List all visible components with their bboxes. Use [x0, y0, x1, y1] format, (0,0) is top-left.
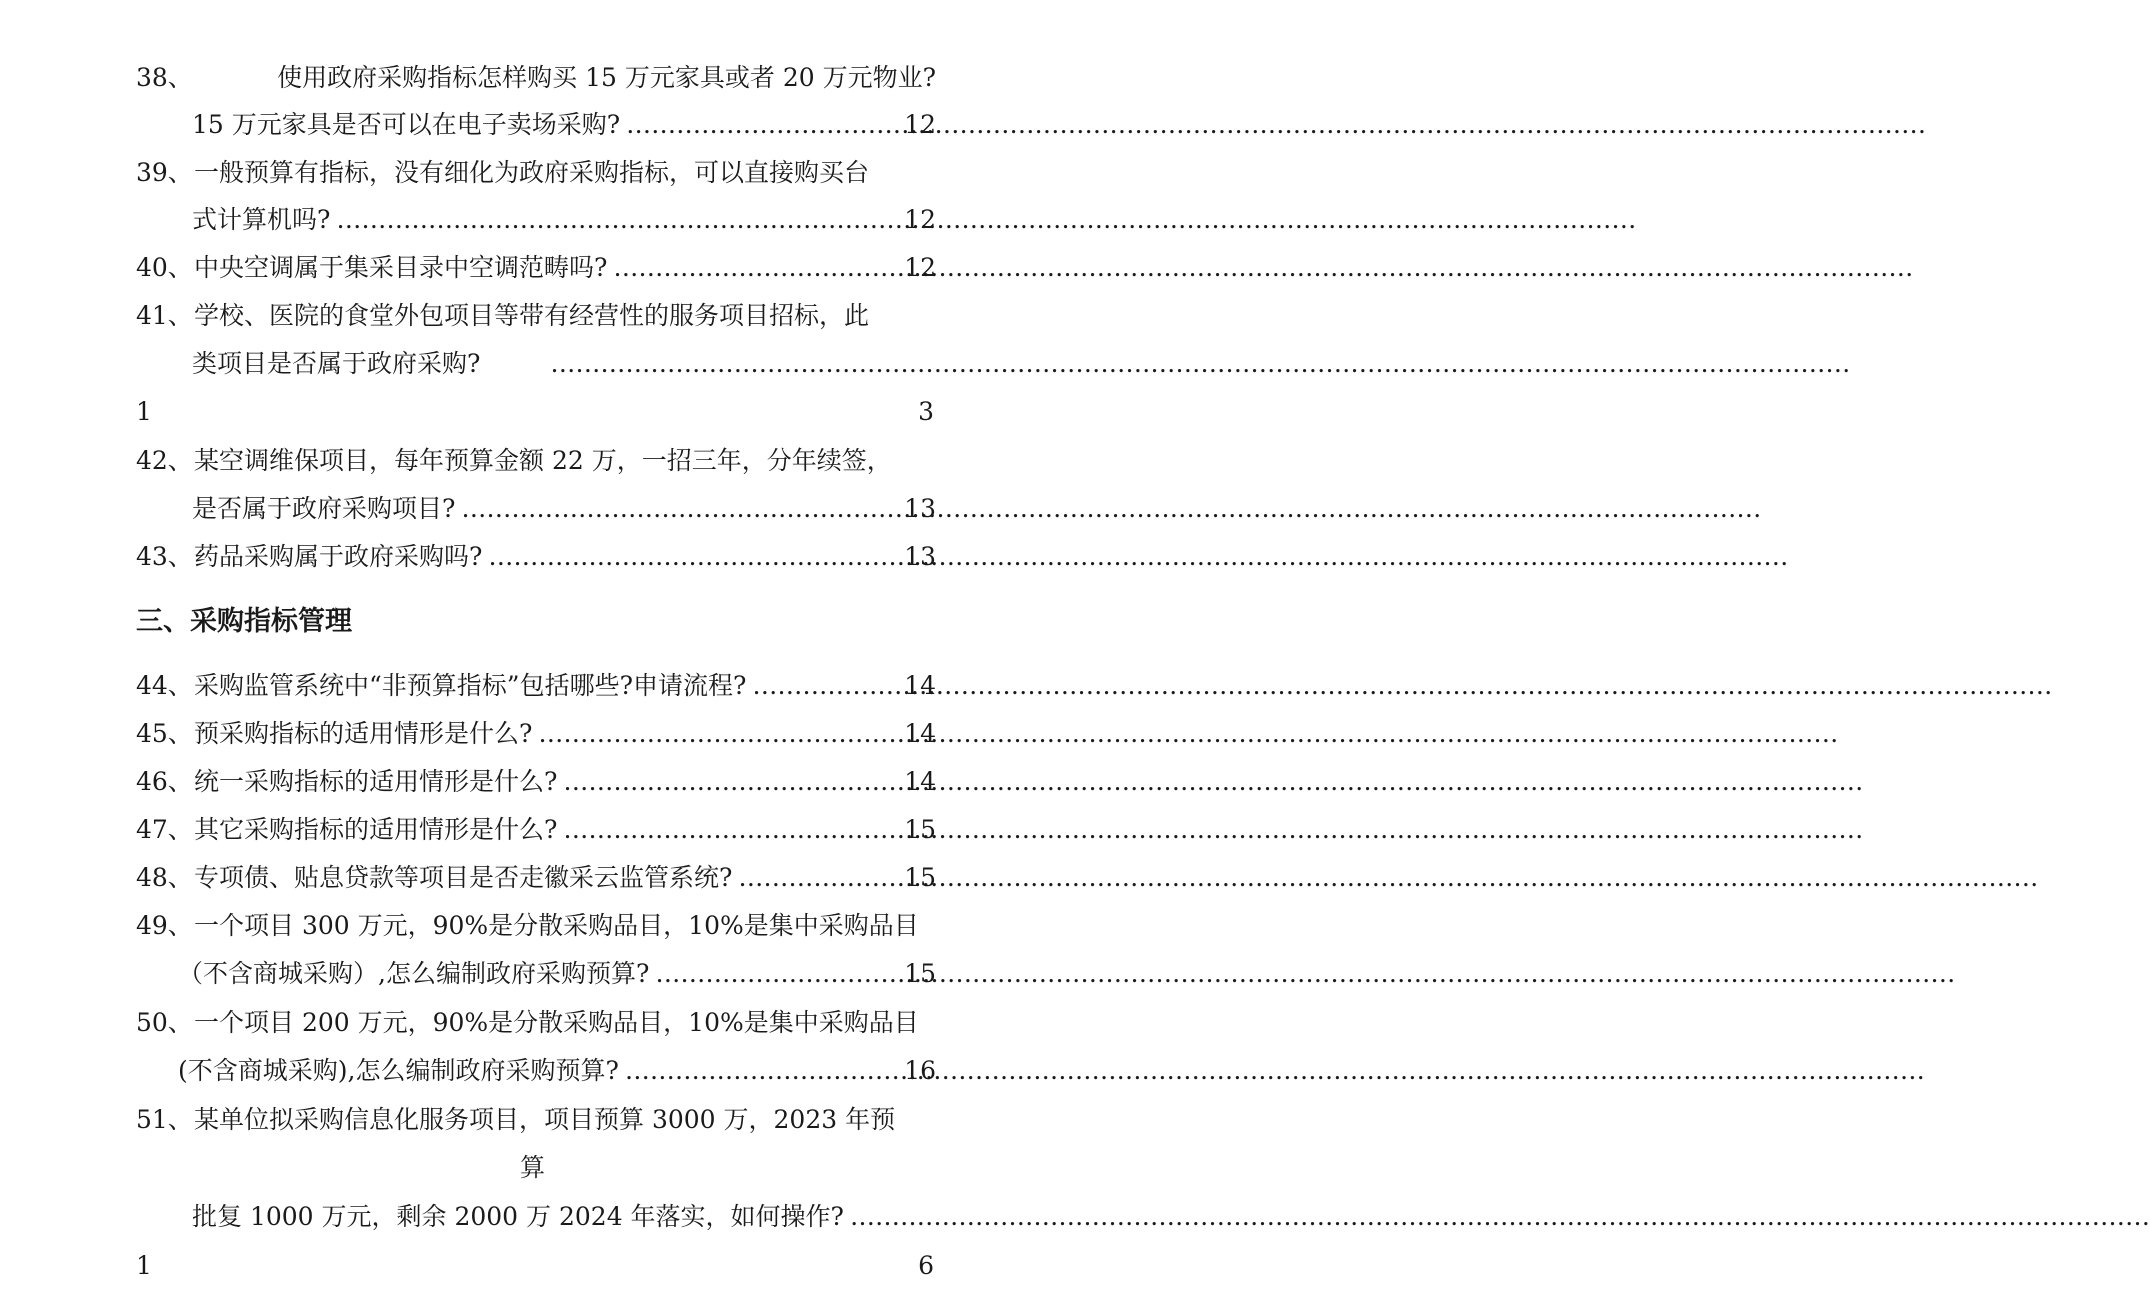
- entry-title-cont: （不含商城采购）,怎么编制政府采购预算?: [178, 959, 650, 988]
- entry-title: 专项债、贴息贷款等项目是否走徽采云监管系统?: [194, 863, 733, 892]
- page-number: 16: [904, 1056, 936, 1085]
- leader-dots: [461, 491, 902, 527]
- entry-number: 41、: [136, 301, 193, 330]
- entry-number: 50、: [136, 1008, 193, 1037]
- leader-dots: [550, 346, 936, 382]
- entry-title-cont: 式计算机吗?: [192, 205, 331, 234]
- toc-entry-51-line1: [136, 1102, 936, 1138]
- leader-dots: [613, 250, 902, 286]
- entry-number: 39、: [136, 158, 193, 187]
- page-number-part-left: 1: [136, 397, 152, 426]
- entry-title: 一般预算有指标，没有细化为政府采购指标，可以直接购买台: [194, 158, 870, 187]
- page-number: 15: [904, 863, 936, 892]
- leader-dots: [563, 812, 902, 848]
- toc-entry-51-line2[interactable]: [192, 1199, 936, 1235]
- toc-entry-45[interactable]: [136, 716, 936, 752]
- toc-entry-38-line2[interactable]: [192, 107, 936, 143]
- toc-entry-47[interactable]: [136, 812, 936, 848]
- entry-title: 中央空调属于集采目录中空调范畴吗?: [194, 253, 608, 282]
- toc-entry-42-line2[interactable]: [192, 491, 936, 527]
- page-number: 15: [904, 815, 936, 844]
- page-number: 14: [904, 767, 936, 796]
- leader-dots: [626, 107, 902, 143]
- toc-entry-43[interactable]: [136, 539, 936, 575]
- toc-entry-50-line2[interactable]: [178, 1053, 936, 1089]
- page-number: 12: [904, 253, 936, 282]
- leader-dots: [655, 956, 902, 992]
- page-number-part-right: 6: [918, 1251, 934, 1280]
- leader-dots: [625, 1053, 902, 1089]
- leader-dots: [563, 764, 902, 800]
- entry-number: 51、: [136, 1105, 193, 1134]
- leader-dots: [538, 716, 902, 752]
- leader-dots: [752, 668, 902, 704]
- entry-number: 48、: [136, 863, 193, 892]
- page-number: 14: [904, 671, 936, 700]
- entry-number: 43、: [136, 542, 193, 571]
- entry-number: 40、: [136, 253, 193, 282]
- entry-number: 47、: [136, 815, 193, 844]
- leader-dots: [488, 539, 902, 575]
- entry-title: 使用政府采购指标怎样购买 15 万元家具或者 20 万元物业?: [277, 63, 936, 92]
- page-number: 12: [904, 205, 936, 234]
- toc-entry-39-line2[interactable]: [192, 202, 936, 238]
- page-number: 13: [904, 542, 936, 571]
- entry-number: 46、: [136, 767, 193, 796]
- toc-entry-41-line1: [136, 298, 936, 334]
- entry-number: 49、: [136, 911, 193, 940]
- entry-title: 某单位拟采购信息化服务项目，项目预算 3000 万，2023 年预: [194, 1105, 896, 1134]
- entry-title-cont: (不含商城采购),怎么编制政府采购预算?: [178, 1056, 619, 1085]
- entry-title: 药品采购属于政府采购吗?: [194, 542, 483, 571]
- page-number-part-right: 3: [918, 397, 934, 426]
- toc-entry-44[interactable]: [136, 668, 936, 704]
- toc-entry-41-line2[interactable]: [192, 346, 936, 382]
- entry-title-cont: 类项目是否属于政府采购?: [192, 349, 481, 378]
- entry-title: 其它采购指标的适用情形是什么?: [194, 815, 558, 844]
- entry-title: 一个项目 300 万元，90%是分散采购品目，10%是集中采购品目: [194, 911, 919, 940]
- toc-entry-49-line2[interactable]: [178, 956, 936, 992]
- page-number: 13: [904, 494, 936, 523]
- page-number: 14: [904, 719, 936, 748]
- toc-entry-39-line1: [136, 155, 936, 191]
- entry-number: 44、: [136, 671, 193, 700]
- toc-entry-42-line1: [136, 443, 936, 479]
- entry-title-cont: 15 万元家具是否可以在电子卖场采购?: [192, 110, 621, 139]
- toc-entry-38-line1: [136, 60, 936, 96]
- entry-title-wrap-char: 算: [520, 1153, 546, 1182]
- entry-title: 一个项目 200 万元，90%是分散采购品目，10%是集中采购品目: [194, 1008, 919, 1037]
- toc-entry-48[interactable]: [136, 860, 936, 896]
- entry-number: 42、: [136, 446, 193, 475]
- entry-title: 采购监管系统中“非预算指标”包括哪些?申请流程?: [194, 671, 747, 700]
- entry-title: 某空调维保项目，每年预算金额 22 万，一招三年，分年续签，: [194, 446, 892, 475]
- entry-title-cont: 批复 1000 万元，剩余 2000 万 2024 年落实，如何操作?: [192, 1202, 844, 1231]
- section-heading[interactable]: 三、采购指标管理: [136, 606, 352, 637]
- entry-title: 学校、医院的食堂外包项目等带有经营性的服务项目招标，此: [194, 301, 870, 330]
- entry-title: 统一采购指标的适用情形是什么?: [194, 767, 558, 796]
- leader-dots: [336, 202, 902, 238]
- page-number: 12: [904, 110, 936, 139]
- entry-title: 预采购指标的适用情形是什么?: [194, 719, 533, 748]
- entry-title-cont: 是否属于政府采购项目?: [192, 494, 456, 523]
- leader-dots: [738, 860, 902, 896]
- toc-entry-50-line1: [136, 1005, 936, 1041]
- page-number-part-left: 1: [136, 1251, 152, 1280]
- entry-number: 45、: [136, 719, 193, 748]
- toc-entry-46[interactable]: [136, 764, 936, 800]
- page-number: 15: [904, 959, 936, 988]
- leader-dots: [850, 1199, 934, 1235]
- toc-entry-49-line1: [136, 908, 936, 944]
- toc-entry-40[interactable]: [136, 250, 936, 286]
- entry-number: 38、: [136, 63, 193, 92]
